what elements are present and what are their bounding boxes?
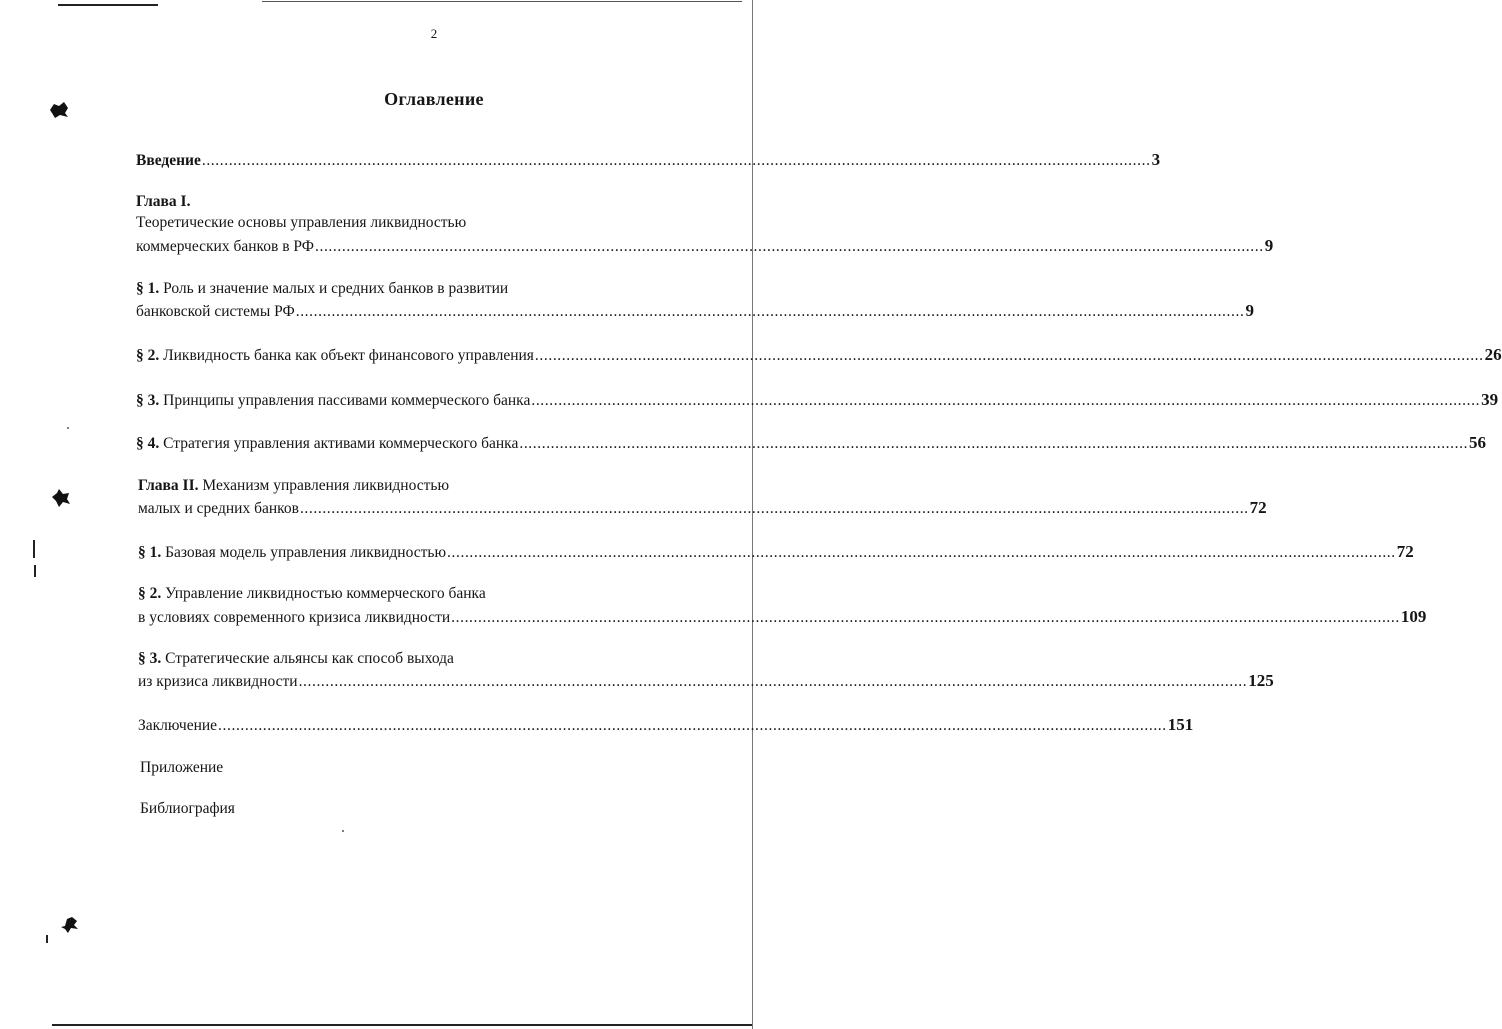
toc-entry-label: коммерческих банков в РФ bbox=[136, 238, 314, 255]
leader-dots: .................................................................................................................................................................................................................... bbox=[534, 347, 1484, 364]
toc-entry-label: из кризиса ликвидности bbox=[138, 673, 298, 690]
toc-entry-label: Заключение bbox=[138, 717, 218, 734]
toc-entry-label: малых и средних банков bbox=[138, 500, 299, 517]
toc-page-number: 26 bbox=[1484, 345, 1502, 364]
scan-edge-line bbox=[58, 4, 158, 6]
toc-entry-text: Механизм управления ликвидностью bbox=[202, 477, 450, 494]
section-prefix: § 2. bbox=[138, 585, 162, 602]
toc-entry-section bbox=[138, 671, 1274, 692]
scan-speck bbox=[342, 830, 344, 832]
toc-entry-section bbox=[136, 301, 1254, 322]
toc-page-number: 56 bbox=[1469, 433, 1487, 452]
scan-mark bbox=[33, 540, 35, 558]
section-prefix: § 2. bbox=[136, 347, 160, 364]
toc-entry-line bbox=[138, 584, 486, 604]
leader-dots: .................................................................................................................................................................................................................... bbox=[299, 500, 1249, 517]
chapter-heading: Глава II. bbox=[138, 477, 199, 494]
toc-entry-line bbox=[138, 476, 449, 496]
punch-hole-mark bbox=[60, 916, 82, 934]
toc-entry-section bbox=[136, 345, 1502, 366]
scan-mark bbox=[46, 935, 48, 943]
chapter-heading: Глава I. bbox=[136, 193, 191, 210]
toc-page-number: 3 bbox=[1151, 150, 1161, 169]
toc-page-number: 9 bbox=[1245, 301, 1254, 320]
toc-entry-line: Теоретические основы управления ликвидностью bbox=[136, 214, 467, 231]
toc-entry-bibliography: Библиография bbox=[140, 800, 235, 817]
toc-entry-chapter-2 bbox=[138, 498, 1267, 519]
toc-entry-label: Принципы управления пассивами коммерческого банка bbox=[163, 392, 531, 409]
section-prefix: § 3. bbox=[138, 650, 162, 667]
leader-dots: .................................................................................................................................................................................................................... bbox=[295, 303, 1245, 320]
toc-entry-chapter-1 bbox=[136, 236, 1274, 257]
page-title: Оглавление bbox=[384, 89, 484, 109]
toc-page-number: 9 bbox=[1264, 236, 1274, 255]
toc-entry-line bbox=[138, 649, 454, 669]
leader-dots: .................................................................................................................................................................................................................... bbox=[451, 609, 1400, 626]
toc-entry-label: Базовая модель управления ликвидностью bbox=[165, 544, 447, 561]
toc-entry-text: Стратегические альянсы как способ выхода bbox=[165, 650, 454, 667]
scan-edge-line bbox=[262, 1, 742, 2]
scan-edge-line bbox=[52, 1024, 752, 1026]
toc-page-number: 72 bbox=[1396, 542, 1414, 561]
toc-page-number: 109 bbox=[1400, 607, 1427, 626]
section-prefix: § 3. bbox=[136, 392, 160, 409]
toc-entry-label: Стратегия управления активами коммерческого банка bbox=[163, 435, 519, 452]
toc-entry-label: Ликвидность банка как объект финансового управления bbox=[163, 347, 534, 364]
toc-entry-text: Управление ликвидностью коммерческого банка bbox=[165, 585, 486, 602]
toc-entry-text: Роль и значение малых и средних банков в развитии bbox=[163, 280, 509, 297]
leader-dots: .................................................................................................................................................................................................................... bbox=[447, 544, 1396, 561]
toc-entry-appendix: Приложение bbox=[140, 759, 224, 776]
section-prefix: § 4. bbox=[136, 435, 160, 452]
toc-page-number: 72 bbox=[1249, 498, 1267, 517]
toc-entry-line bbox=[136, 279, 508, 299]
section-prefix: § 1. bbox=[138, 544, 162, 561]
toc-entry-section bbox=[136, 433, 1487, 454]
toc-entry-section bbox=[138, 542, 1414, 563]
leader-dots: .................................................................................................................................................................................................................... bbox=[315, 238, 1264, 255]
toc-entry-label: Введение bbox=[136, 152, 201, 169]
toc-entry-introduction bbox=[136, 150, 1161, 171]
toc-page-number: 125 bbox=[1248, 671, 1274, 690]
toc-entry-label: в условиях современного кризиса ликвидности bbox=[138, 609, 451, 626]
toc-entry-label: банковской системы РФ bbox=[136, 303, 295, 320]
leader-dots: .................................................................................................................................................................................................................... bbox=[218, 717, 1167, 734]
page-number: 2 bbox=[430, 26, 438, 41]
leader-dots: .................................................................................................................................................................................................................... bbox=[201, 152, 1151, 169]
leader-dots: .................................................................................................................................................................................................................... bbox=[519, 435, 1469, 452]
toc-entry-section bbox=[138, 607, 1427, 628]
scan-speck bbox=[67, 427, 69, 429]
leader-dots: .................................................................................................................................................................................................................... bbox=[531, 392, 1481, 409]
scan-mark bbox=[34, 565, 36, 577]
toc-page-number: 151 bbox=[1167, 715, 1194, 734]
toc-entry-section bbox=[136, 390, 1499, 411]
toc-page-number: 39 bbox=[1481, 390, 1499, 409]
toc-entry-conclusion bbox=[138, 715, 1194, 736]
section-prefix: § 1. bbox=[136, 280, 160, 297]
punch-hole-mark bbox=[50, 489, 72, 507]
leader-dots: .................................................................................................................................................................................................................... bbox=[298, 673, 1248, 690]
